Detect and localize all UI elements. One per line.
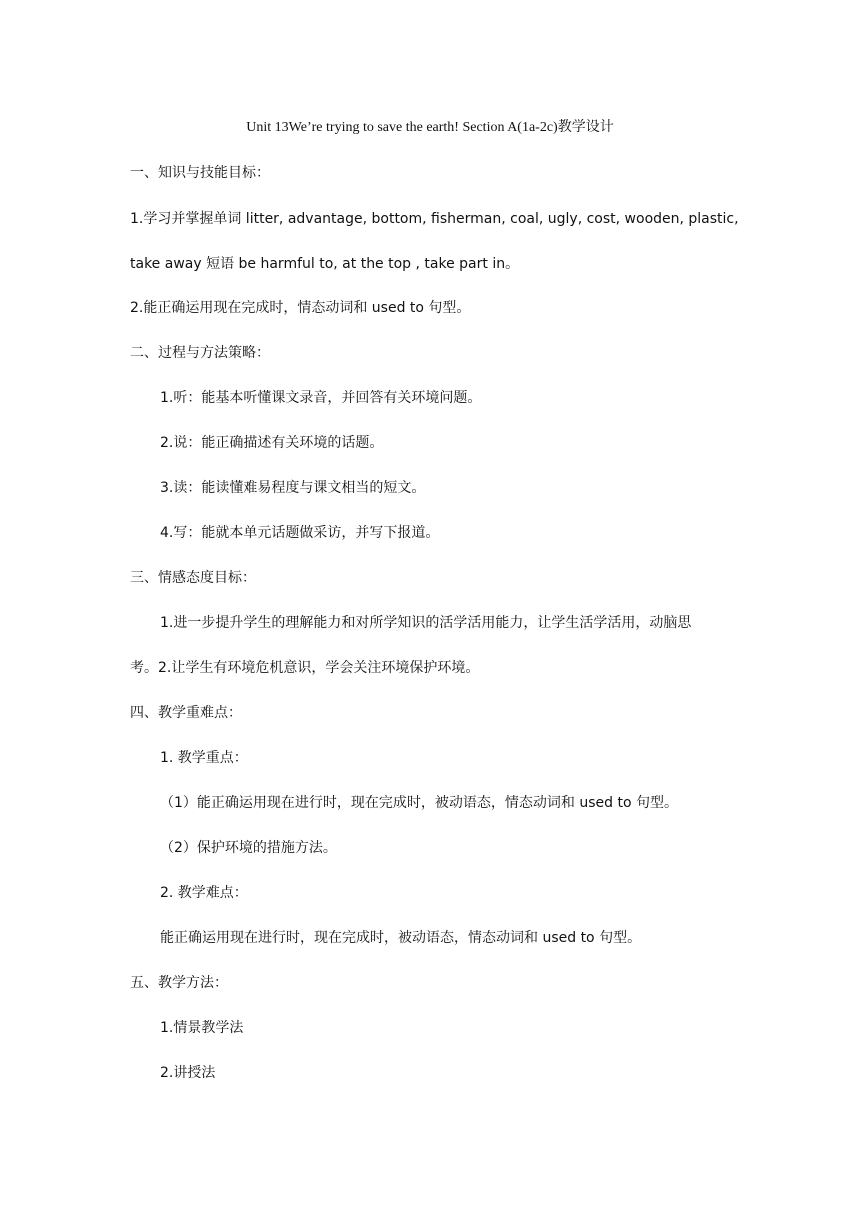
section-heading-2: 二、过程与方法策略： (130, 345, 270, 361)
list-item: 1.听：能基本听懂课文录音，并回答有关环境问题。 (160, 390, 482, 406)
list-item: 1.情景教学法 (160, 1020, 244, 1036)
document-title: Unit 13We’re trying to save the earth! Section A(1a-2c)教学设计 (246, 120, 614, 135)
paragraph-line: take away 短语 be harmful to, at the top , take part in。 (130, 256, 520, 272)
section-heading-1: 一、知识与技能目标： (130, 165, 270, 181)
list-item: （2）保护环境的措施方法。 (160, 840, 337, 856)
section-heading-3: 三、情感态度目标： (130, 570, 256, 586)
list-item: 3.读：能读懂难易程度与课文相当的短文。 (160, 480, 426, 496)
subheading: 1. 教学重点： (160, 750, 248, 766)
paragraph-line: 1.学习并掌握单词 litter, advantage, bottom, fisherman, coal, ugly, cost, wooden, plastic, (130, 211, 739, 227)
subheading: 2. 教学难点： (160, 885, 248, 901)
list-item: 2.说：能正确描述有关环境的话题。 (160, 435, 384, 451)
section-heading-4: 四、教学重难点： (130, 705, 242, 721)
paragraph-line: 考。2.让学生有环境危机意识，学会关注环境保护环境。 (130, 660, 480, 676)
list-item: 4.写：能就本单元话题做采访，并写下报道。 (160, 525, 440, 541)
paragraph-line: 2.能正确运用现在完成时，情态动词和 used to 句型。 (130, 300, 471, 316)
paragraph-line: 能正确运用现在进行时，现在完成时，被动语态，情态动词和 used to 句型。 (160, 930, 642, 946)
paragraph-line: 1.进一步提升学生的理解能力和对所学知识的活学活用能力，让学生活学活用，动脑思 (160, 615, 692, 631)
section-heading-5: 五、教学方法： (130, 975, 228, 991)
list-item: （1）能正确运用现在进行时，现在完成时，被动语态，情态动词和 used to 句型。 (160, 795, 678, 811)
list-item: 2.讲授法 (160, 1065, 216, 1081)
